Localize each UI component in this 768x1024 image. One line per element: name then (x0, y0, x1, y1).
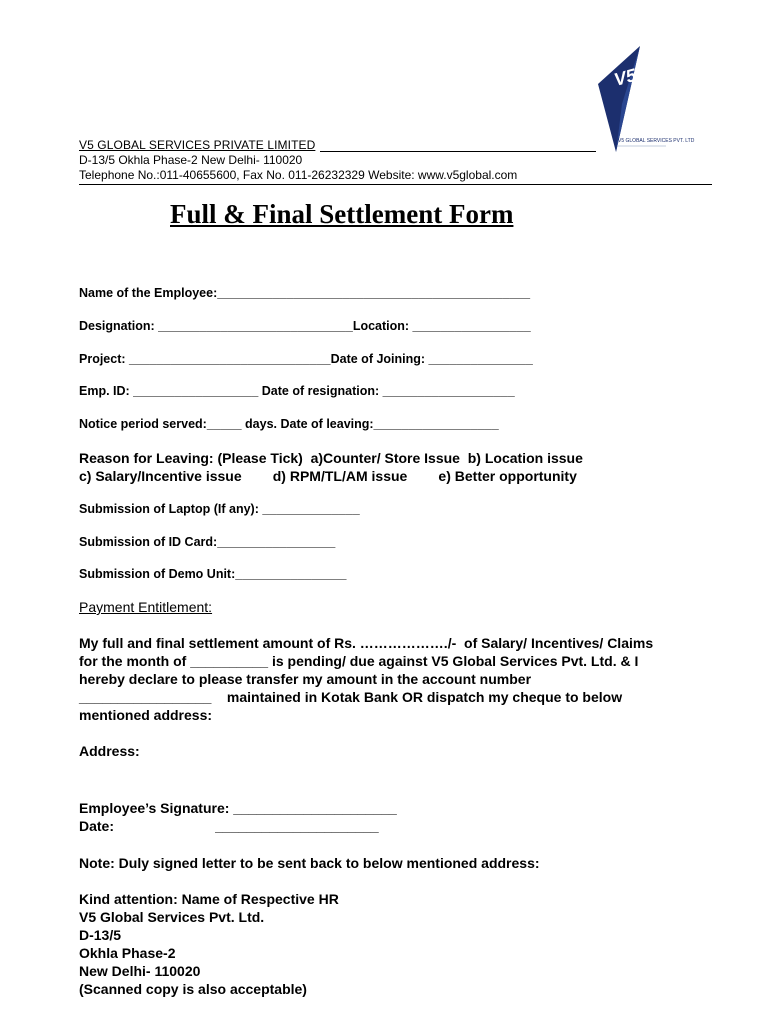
payment-entitlement-heading: Payment Entitlement: (79, 599, 213, 615)
notice-leaving-field[interactable]: Notice period served:_____ days. Date of leaving:__________________ (79, 417, 499, 431)
designation-location-field[interactable]: Designation: ____________________________Location: _________________ (79, 319, 531, 333)
payment-line-3: hereby declare to please transfer my amount in the account number (79, 671, 532, 687)
reason-line-1[interactable]: Reason for Leaving: (Please Tick) a)Counter/ Store Issue b) Location issue (79, 450, 583, 466)
payment-line-4: _________________ maintained in Kotak Bank OR dispatch my cheque to below (79, 689, 623, 705)
kind-attention-line: New Delhi- 110020 (79, 963, 201, 979)
reason-line-2[interactable]: c) Salary/Incentive issue d) RPM/TL/AM issue e) Better opportunity (79, 468, 577, 484)
payment-line-5: mentioned address: (79, 707, 213, 723)
kind-attention-line: V5 Global Services Pvt. Ltd. (79, 909, 265, 925)
svg-text:V5: V5 (611, 64, 639, 90)
demo-unit-submission-field[interactable]: Submission of Demo Unit:________________ (79, 567, 347, 581)
id-card-submission-field[interactable]: Submission of ID Card:_________________ (79, 535, 336, 549)
company-address: D-13/5 Okhla Phase-2 New Delhi- 110020 (79, 153, 303, 167)
company-contact: Telephone No.:011-40655600, Fax No. 011-26232329 Website: www.v5global.com (79, 168, 518, 182)
kind-attention-line: Kind attention: Name of Respective HR (79, 891, 339, 907)
company-name: V5 GLOBAL SERVICES PRIVATE LIMITED (79, 138, 316, 152)
empid-resignation-field[interactable]: Emp. ID: __________________ Date of resignation: ___________________ (79, 384, 515, 398)
header-divider (79, 184, 712, 185)
laptop-submission-field[interactable]: Submission of Laptop (If any): ______________ (79, 502, 360, 516)
kind-attention-line: D-13/5 (79, 927, 122, 943)
logo-text: V5 GLOBAL SERVICES PVT. LTD (618, 138, 695, 144)
employee-signature-field[interactable]: Employee’s Signature: _____________________ (79, 800, 397, 816)
company-underline (320, 151, 596, 152)
kind-attention-line: (Scanned copy is also acceptable) (79, 981, 307, 997)
kind-attention-line: Okhla Phase-2 (79, 945, 176, 961)
employee-name-field[interactable]: Name of the Employee:_____________________________________________ (79, 286, 531, 300)
signature-date-field[interactable]: Date: _____________________ (79, 818, 379, 834)
payment-line-2: for the month of __________ is pending/ due against V5 Global Services Pvt. Ltd. & I (79, 653, 639, 669)
address-label: Address: (79, 743, 140, 759)
return-note: Note: Duly signed letter to be sent back to below mentioned address: (79, 855, 540, 871)
payment-line-1: My full and final settlement amount of Rs. ………………./- of Salary/ Incentives/ Claims (79, 635, 654, 651)
form-title: Full & Final Settlement Form (170, 199, 514, 229)
project-joining-field[interactable]: Project: _____________________________Date of Joining: _______________ (79, 352, 533, 366)
company-logo (590, 44, 695, 156)
